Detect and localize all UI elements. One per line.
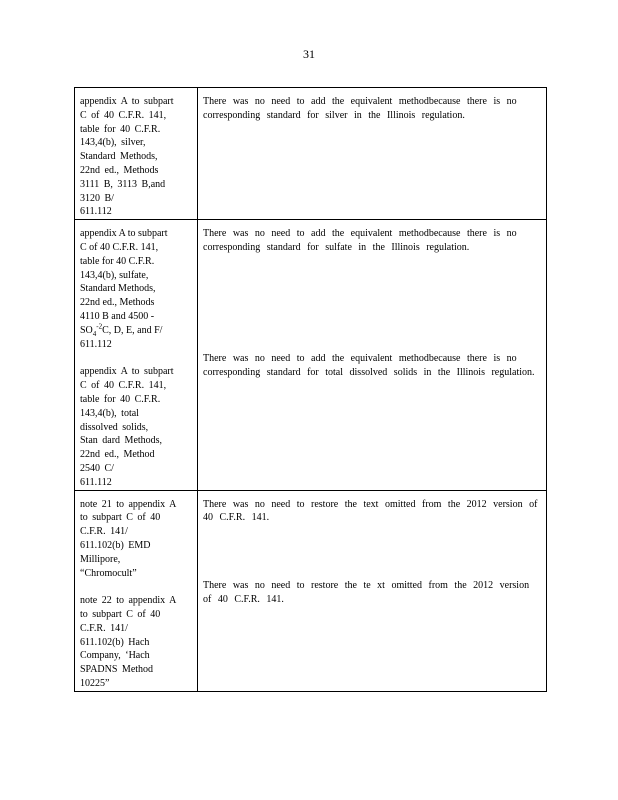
section-line: 143,4(b), sulfate, xyxy=(80,269,149,281)
section-entry-note-21: note 21 to appendix A to subpart C of 40 C.F.R. 141/ 611.102(b) EMD Millipore, “Chromocult” xyxy=(80,498,177,579)
table-row xyxy=(75,88,547,220)
comment-text: There was no need to add the equivalent methodbecause there is no corresponding standard for silver in the Illinois regulation. xyxy=(203,96,517,121)
section-line: table for 40 C.F.R. xyxy=(80,255,155,267)
formula-subscript: 4 xyxy=(92,329,97,338)
section-citation: appendix A to subpart C of 40 C.F.R. 141, table for 40 C.F.R. 143,4(b), silver, Standard Methods, 22nd ed., Methods 3111 B, 3113 B,and 3120 B/ 611.112 xyxy=(80,96,174,218)
comment-text: There was no need to restore the te xt omitted from the 2012 version of 40 C.F.R. 141. xyxy=(203,580,530,605)
section-entry-note-22: note 22 to appendix A to subpart C of 40 C.F.R. 141/ 611.102(b) Hach Company, ‘Hach SPADNS Method 10225” xyxy=(80,595,177,690)
comment-text: There was no need to add the equivalent methodbecause there is no corresponding standard for sulfate in the Illinois regulation. xyxy=(203,228,517,253)
section-entry-tds: appendix A to subpart C of 40 C.F.R. 141, table for 40 C.F.R. 143,4(b), total dissolved solids, Stan dard Methods, 22nd ed., Method 2540 C/ 611.112 xyxy=(80,366,174,488)
section-cell xyxy=(75,490,198,691)
section-line: 611.112 xyxy=(80,338,112,350)
section-line-formula xyxy=(80,324,192,338)
section-cell xyxy=(75,88,198,220)
formula-suffix: C, D, E, and F/ xyxy=(102,324,163,336)
section-line: appendix A to subpart xyxy=(80,228,168,240)
section-entry-sulfate xyxy=(80,227,192,351)
comment-text: There was no need to restore the text omitted from the 2012 version of 40 C.F.R. 141. xyxy=(203,498,538,524)
section-cell xyxy=(75,220,198,490)
table-row xyxy=(75,220,547,490)
section-line: 22nd ed., Methods xyxy=(80,297,155,309)
section-line: 4110 B and 4500 - xyxy=(80,310,155,322)
formula-so: SO xyxy=(80,324,93,336)
comment-text: There was no need to add the equivalent methodbecause there is no corresponding standard for total dissolved solids in the Illinois regulation. xyxy=(203,352,535,378)
section-line: C of 40 C.F.R. 141, xyxy=(80,241,159,253)
page-number: 31 xyxy=(303,47,315,61)
comment-cell xyxy=(198,490,547,691)
table-row xyxy=(75,490,547,691)
comment-cell xyxy=(198,88,547,220)
section-line: Standard Methods, xyxy=(80,283,156,295)
comment-cell xyxy=(198,220,547,490)
document-table xyxy=(74,87,547,692)
formula-superscript: -2 xyxy=(96,322,103,331)
